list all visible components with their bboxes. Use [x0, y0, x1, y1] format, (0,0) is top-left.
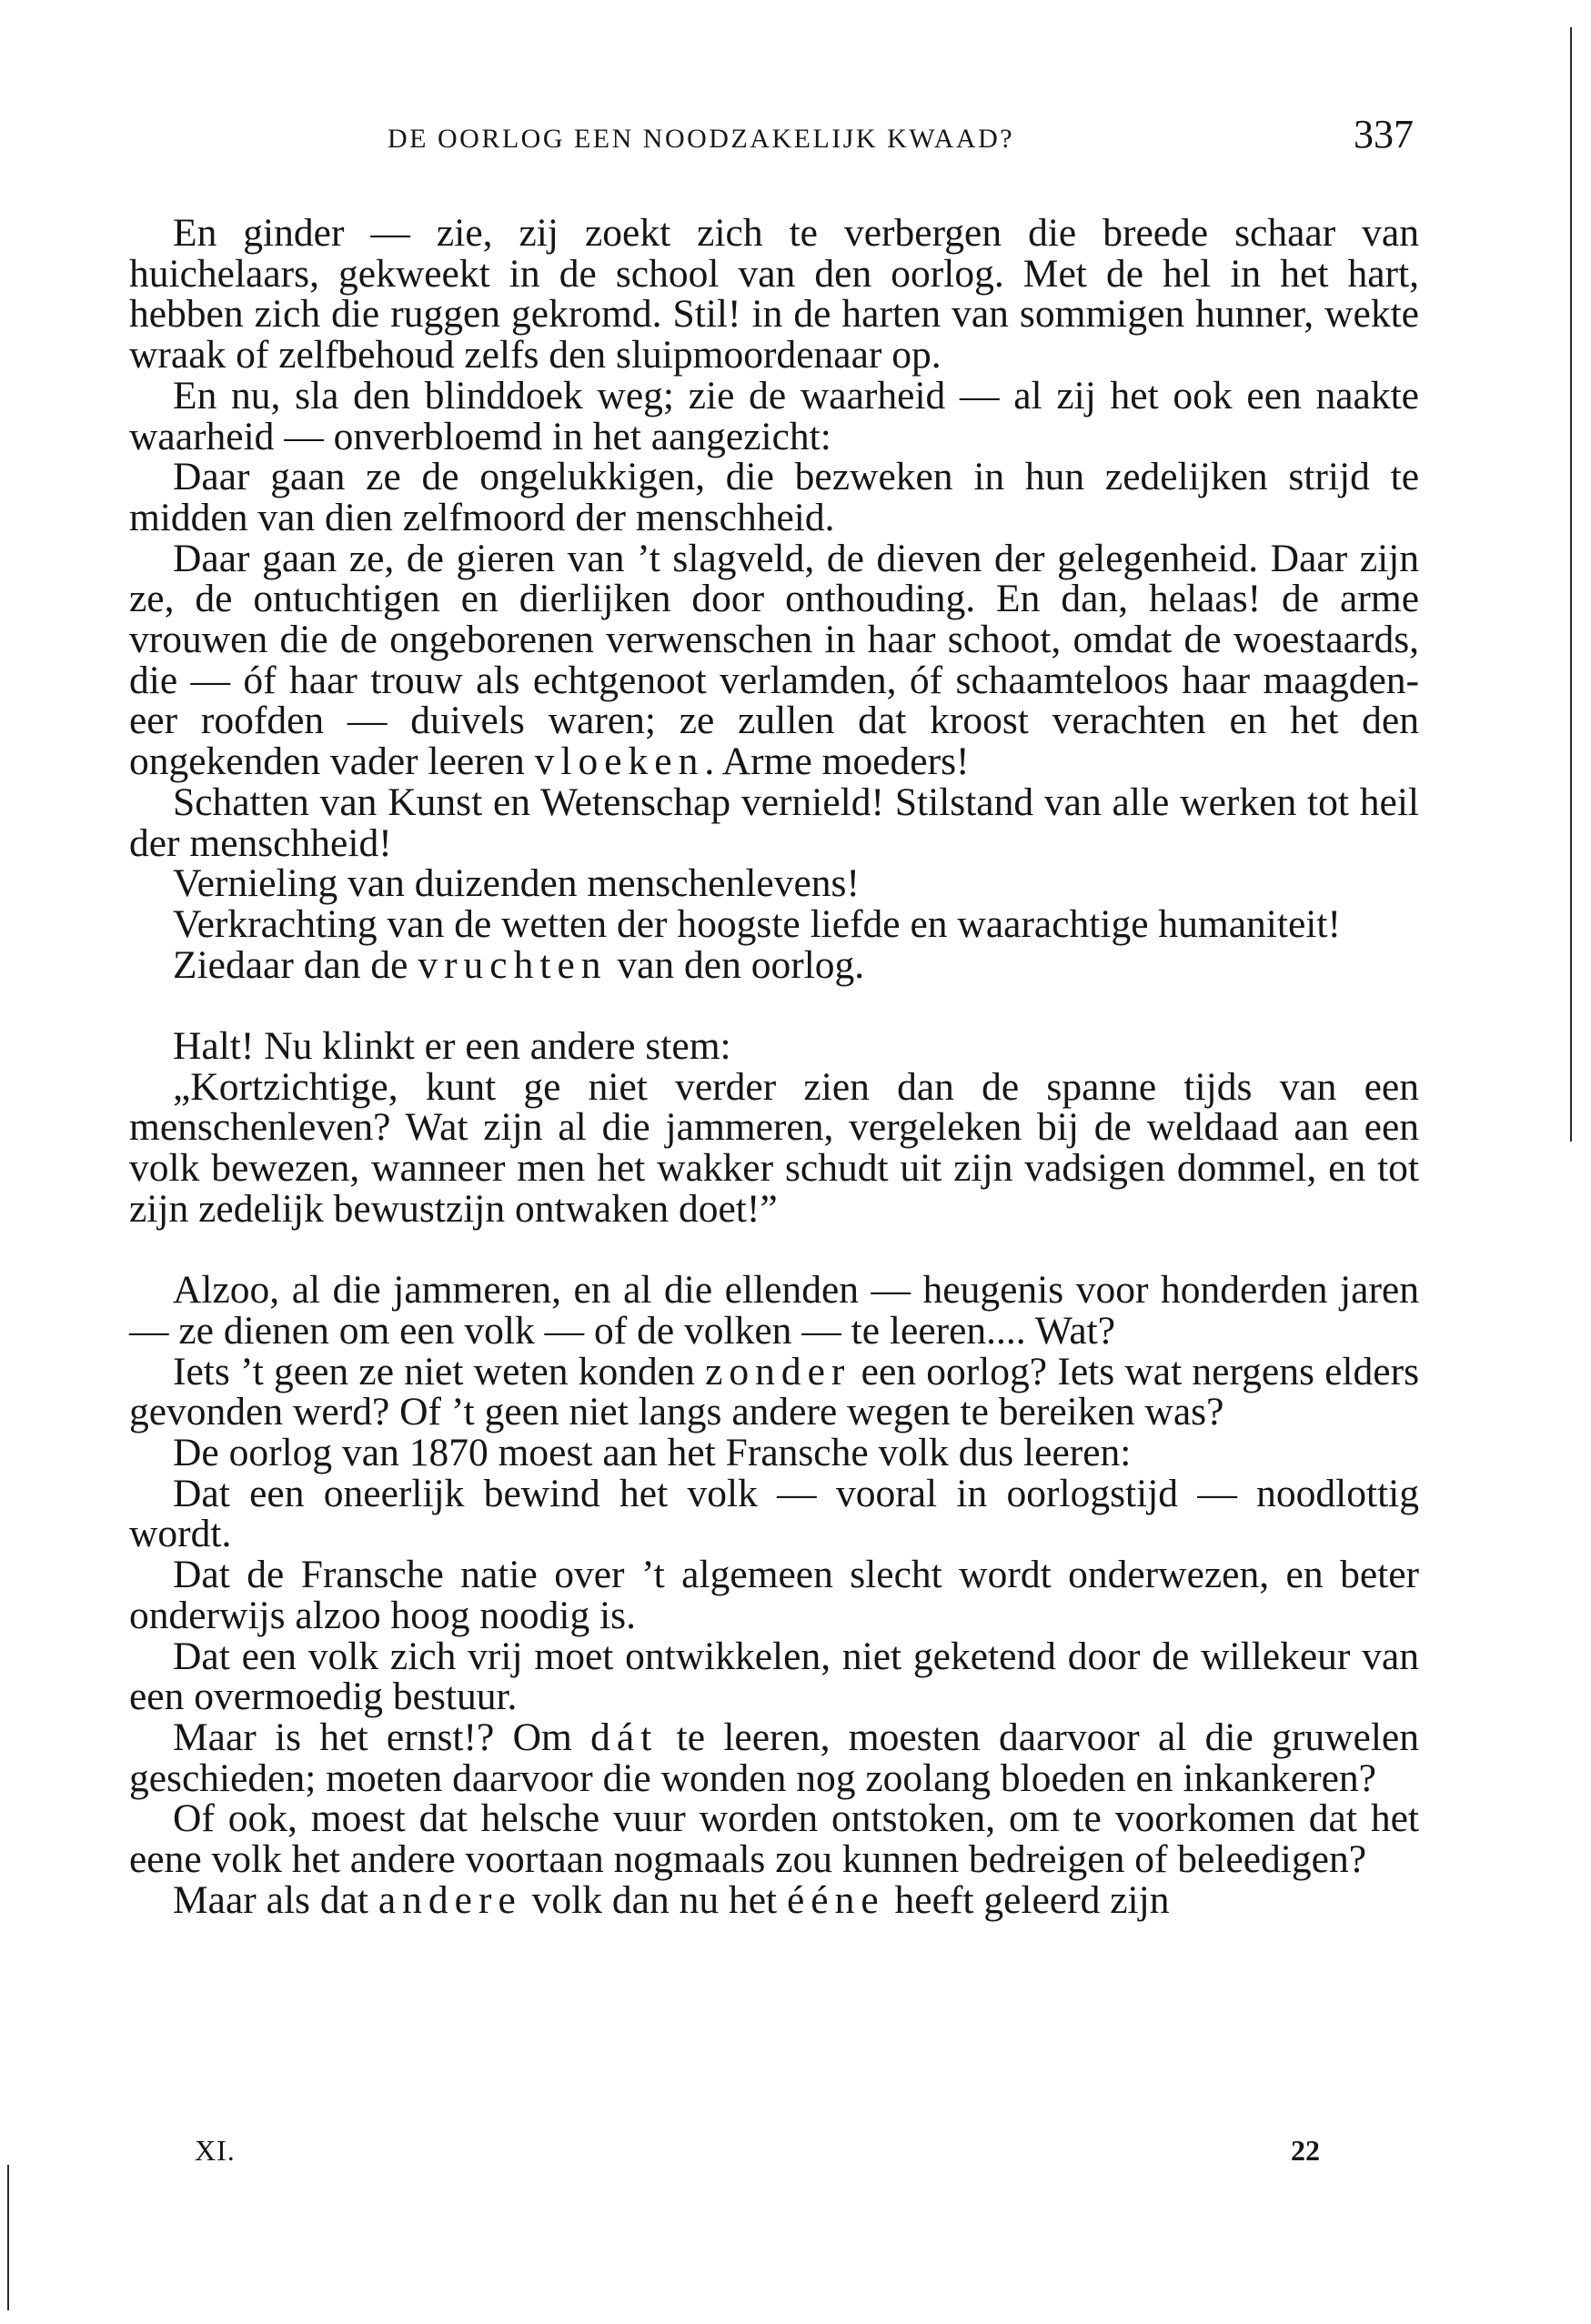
spaced-emphasis: vloeken: [534, 739, 705, 784]
running-title: DE OORLOG EEN NOODZAKELIJK KWAAD?: [388, 124, 1015, 154]
page-number: 337: [1354, 112, 1414, 156]
paragraph: En nu, sla den blinddoek weg; zie de waarheid — al zij het ook een naakte waarheid — onverbloemd in het aangezicht:: [129, 373, 1419, 458]
scan-edge-line: [1570, 27, 1572, 1142]
paragraph: Dat een oneerlijk bewind het volk — vooral in oorlogstijd — noodlottig wordt.: [129, 1471, 1419, 1556]
signature-mark: XI.: [195, 2134, 236, 2167]
running-head: [129, 111, 1421, 162]
paragraph: Ziedaar dan de vruchten van den oorlog.: [173, 942, 865, 987]
paragraph: Verkrachting van de wetten der hoogste liefde en waarachtige humaniteit!: [173, 901, 1341, 946]
paragraph: En ginder — zie, zij zoekt zich te verbergen die breede schaar van huichelaars, gekweekt in de school van den oorlog. Met de hel in het hart, hebben zich die ruggen gekromd. Stil! in de harten van sommigen hunner, wekte wraak of zelfbehoud zelfs den sluipmoordenaar op.: [129, 211, 1419, 377]
spaced-emphasis: vruchten: [418, 942, 608, 987]
paragraph: Maar als dat andere volk dan nu het ééne heeft geleerd zijn: [173, 1877, 1170, 1922]
scan-edge-line: [7, 2165, 9, 2310]
paragraph: Dat een volk zich vrij moet ontwikkelen, niet geketend door de willekeur van een overmoedig bestuur.: [129, 1634, 1419, 1719]
paragraph: Daar gaan ze de ongelukkigen, die bezweken in hun zedelijken strijd te midden van dien zelfmoord der menschheid.: [129, 455, 1419, 539]
body-text: [129, 213, 1419, 1921]
section-gap: [129, 985, 1419, 1026]
section-gap: [129, 1230, 1419, 1271]
paragraph: De oorlog van 1870 moest aan het Fransche volk dus leeren:: [173, 1431, 1132, 1475]
paragraph: Maar is het ernst!? Om dát te leeren, moesten daarvoor al die gruwelen geschieden; moeten daarvoor die wonden nog zoolang bloeden en inkankeren?: [129, 1715, 1419, 1800]
sheet-number: 22: [1291, 2134, 1320, 2167]
paragraph: Daar gaan ze, de gieren van ’t slagveld, de dieven der gelegenheid. Daar zijn ze, de ontuchtigen en dierlijken door onthouding. En dan, helaas! de arme vrouwen die de ongeborenen verwenschen in haar schoot, omdat de woestaards, die — óf haar trouw als echtgenoot verlamden, óf schaamteloos haar maagden-eer roofden — duivels waren; ze zullen dat kroost verachten en het den ongekenden vader leeren vloeken. Arme moeders!: [129, 536, 1419, 784]
page-footer: [129, 2134, 1419, 2179]
paragraph: Iets ’t geen ze niet weten konden zonder een oorlog? Iets wat nergens elders gevonden werd? Of ’t geen niet langs andere wegen te bereiken was?: [129, 1349, 1419, 1434]
spaced-emphasis: andere: [378, 1877, 522, 1922]
paragraph: Dat de Fransche natie over ’t algemeen slecht wordt onderwezen, en beter onderwijs alzoo hoog noodig is.: [129, 1553, 1419, 1637]
paragraph: Schatten van Kunst en Wetenschap vernield! Stilstand van alle werken tot heil der menschheid!: [129, 780, 1419, 865]
spaced-emphasis: dát: [590, 1715, 659, 1759]
paragraph: Alzoo, al die jammeren, en al die ellenden — heugenis voor honderden jaren — ze dienen om een volk — of de volken — te leeren.... Wat?: [129, 1268, 1419, 1353]
paragraph: Of ook, moest dat helsche vuur worden ontstoken, om te voorkomen dat het eene volk het andere voortaan nogmaals zou kunnen bedreigen of beleedigen?: [129, 1796, 1419, 1882]
paragraph: Vernieling van duizenden menschenlevens!: [173, 861, 860, 906]
spaced-emphasis: zonder: [705, 1349, 851, 1393]
quotation: „Kortzichtige, kunt ge niet verder zien dan de spanne tijds van een menschenleven? Wat zijn al die jammeren, vergeleken bij de weldaad aan een volk bewezen, wanneer men het wakker schudt uit zijn vadsigen dommel, en tot zijn zedelijk bewustzijn ontwaken doet!”: [129, 1064, 1419, 1231]
spaced-emphasis: ééne: [786, 1877, 885, 1922]
paragraph: Halt! Nu klinkt er een andere stem:: [173, 1024, 731, 1069]
